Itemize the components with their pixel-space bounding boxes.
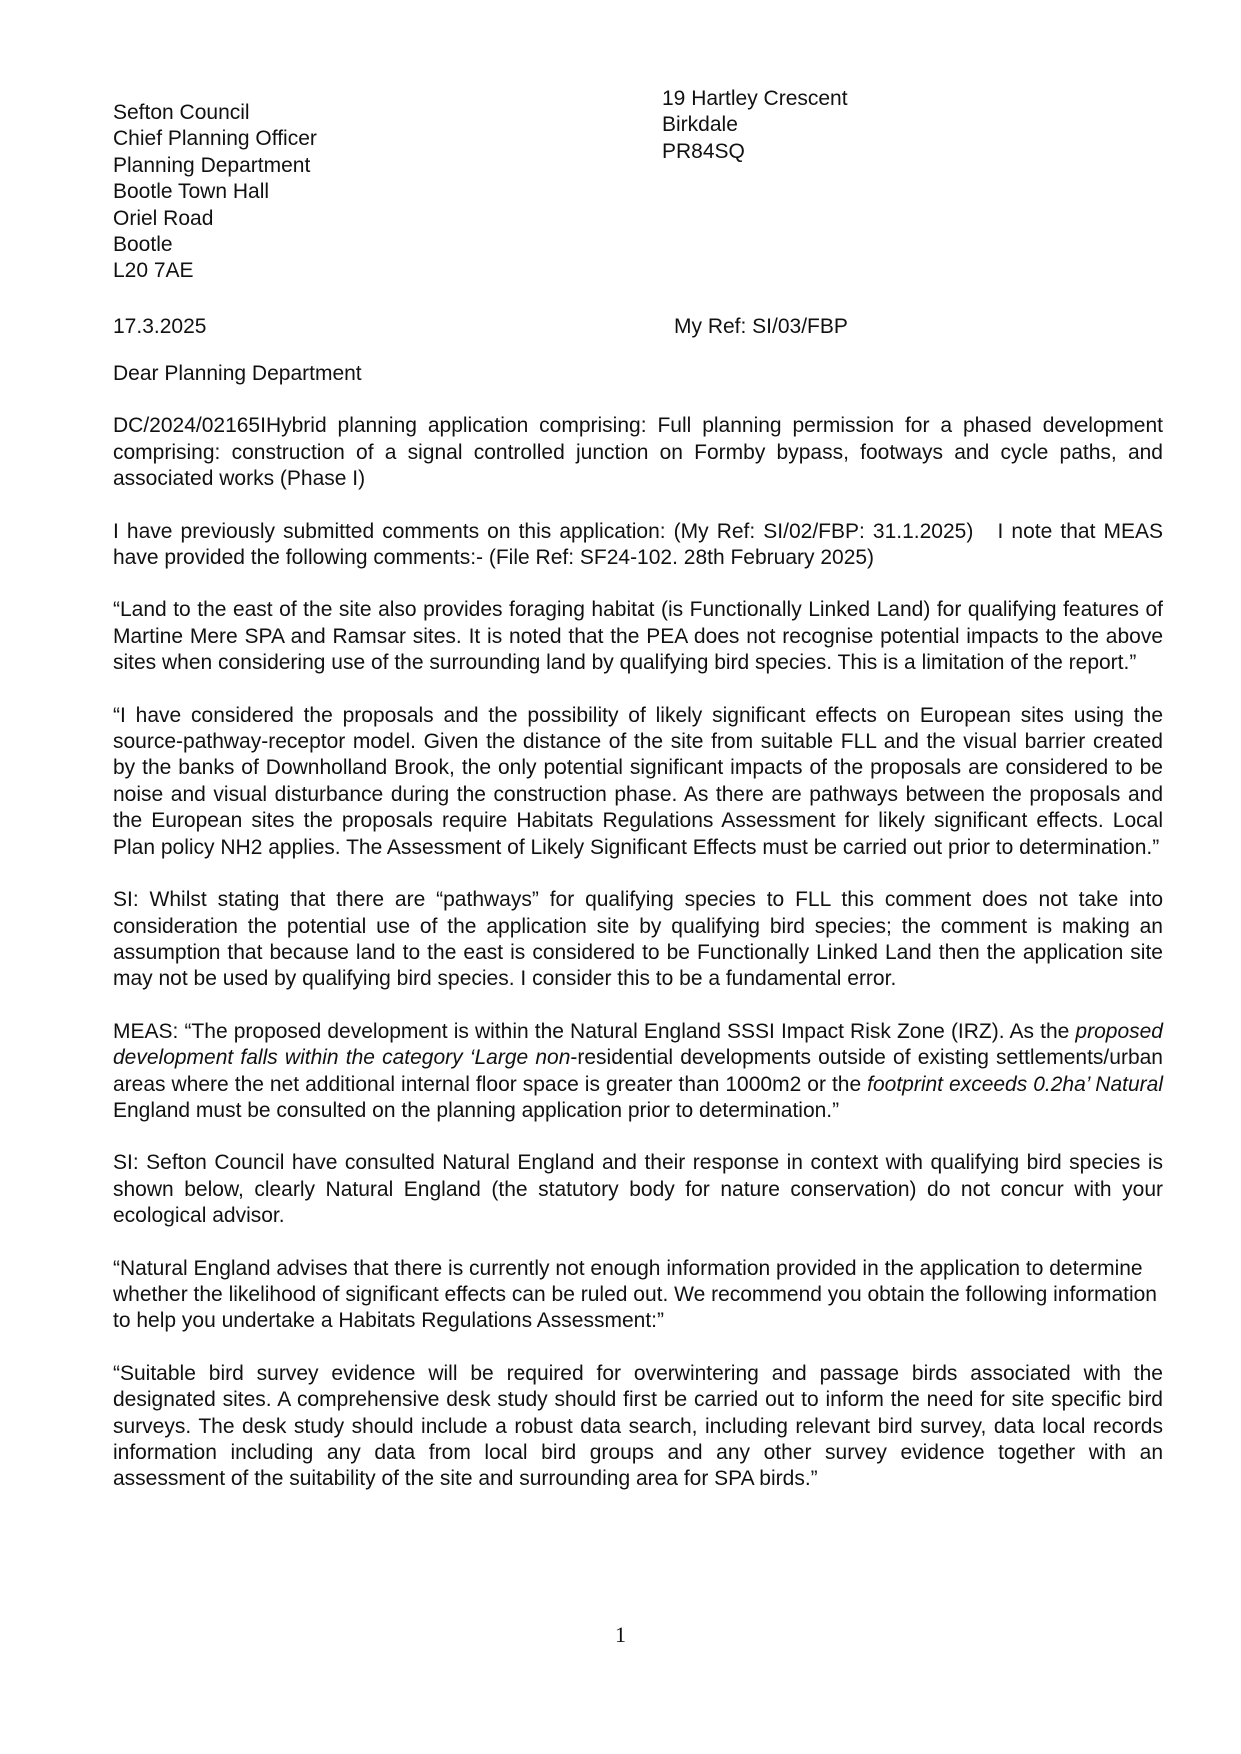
letter-body [113,361,1169,1519]
address-line: 19 Hartley Crescent [662,87,848,110]
address-line: L20 7AE [113,259,194,283]
quote-paragraph: “Land to the east of the site also provides foraging habitat (is Functionally Linked Land) for qualifying features of Martine Mere SPA and Ramsar sites. It is noted that the PEA does not recognise potential impacts to the above sites when considering use of the surrounding land by qualifying bird species. This is a limitation of the report.” [113,598,1163,675]
salutation: Dear Planning Department [113,362,362,385]
address-line: PR84SQ [662,139,745,163]
sender-address [662,86,848,165]
address-line: Planning Department [113,153,311,177]
text: England must be consulted on the planning application prior to determination.” [113,1098,840,1122]
recipient-address [113,100,317,285]
address-line: Oriel Road [113,206,214,230]
reference: My Ref: SI/03/FBP [674,315,848,338]
address-line: Chief Planning Officer [113,127,317,151]
paragraph: DC/2024/02165IHybrid planning application comprising: Full planning permission for a phased development comprising: construction of a signal controlled junction on Formby bypass, footways and cycle paths, and associated works (Phase I) [113,414,1163,491]
paragraph: SI: Whilst stating that there are “pathways” for qualifying species to FLL this comment does not take into consideration the potential use of the application site by qualifying bird species; the comment is making an assumption that because land to the east is considered to be Functionally Linked Land then the application site may not be used by qualifying bird species. I consider this to be a fundamental error. [113,888,1163,991]
address-line: Bootle Town Hall [113,180,270,204]
italic-text: footprint exceeds 0.2ha’ Natural [867,1072,1163,1096]
paragraph: SI: Sefton Council have consulted Natural England and their response in context with qualifying bird species is shown below, clearly Natural England (the statutory body for nature conservation) do not concur with your ecological advisor. [113,1151,1163,1228]
letter-date: 17.3.2025 [113,315,207,338]
address-line: Birkdale [662,113,738,137]
address-line: Bootle [113,233,173,257]
meas-paragraph [113,1019,1163,1125]
quote-paragraph: “Suitable bird survey evidence will be required for overwintering and passage birds associated with the designated sites. A comprehensive desk study should first be carried out to inform the need for site specific bird surveys. The desk study should include a robust data search, including relevant bird survey, data local records information including any data from local bird groups and any other survey evidence together with an assessment of the suitability of the site and surrounding area for SPA birds.” [113,1361,1163,1491]
text: -residential developments outside of existing settlements/urban areas where the net additional internal floor space is greater than 1000m2 or the [113,1046,1163,1096]
page-number: 1 [615,1622,626,1647]
italic-text: proposed development falls within the category ‘Large non [113,1019,1163,1070]
quote-paragraph: “I have considered the proposals and the possibility of likely significant effects on European sites using the source-pathway-receptor model. Given the distance of the site from suitable FLL and the visual barrier created by the banks of Downholland Brook, the only potential significant impacts of the proposals are considered to be noise and visual disturbance during the construction phase. As there are pathways between the proposals and the European sites the proposals require Habitats Regulations Assessment for likely significant effects. Local Plan policy NH2 applies. The Assessment of Likely Significant Effects must be carried out prior to determination.” [113,703,1163,859]
quote-paragraph: “Natural England advises that there is currently not enough information provided in the application to determine whether the likelihood of significant effects can be ruled out. We recommend you obtain the following information to help you undertake a Habitats Regulations Assessment:” [113,1256,1157,1333]
address-line: Sefton Council [113,101,250,124]
text: MEAS: “The proposed development is within the Natural England SSSI Impact Risk Zone (IRZ). As the [113,1019,1076,1043]
paragraph: I have previously submitted comments on this application: (My Ref: SI/02/FBP: 31.1.2025) I note that MEAS have provided the following comments:- (File Ref: SF24-102. 28th February 2025) [113,519,1169,570]
